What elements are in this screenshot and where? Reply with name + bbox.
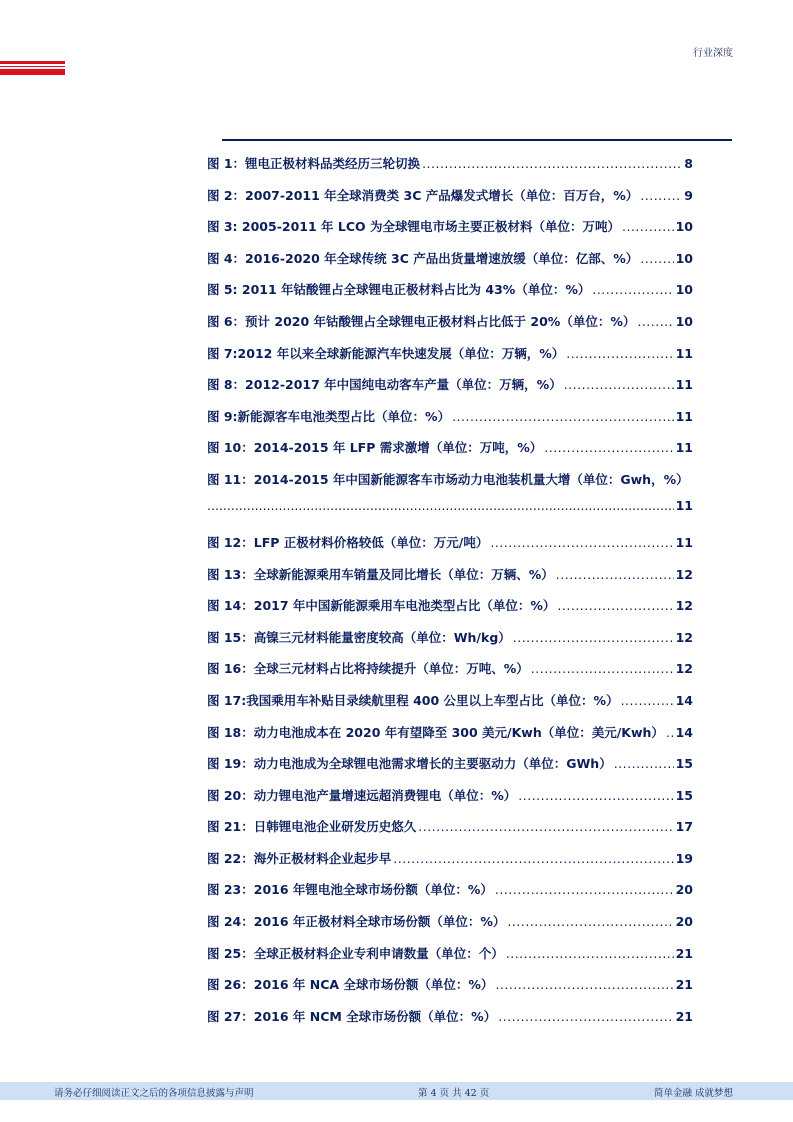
toc-entry-title: 图 6：预计 2020 年钴酸锂占全球锂电正极材料占比低于 20%（单位：%） — [207, 313, 636, 329]
toc-entry-title: 图 15：高镍三元材料能量密度较高（单位：Wh/kg） — [207, 629, 511, 645]
toc-entry-title: 图 2：2007-2011 年全球消费类 3C 产品爆发式增长（单位：百万台，%） — [207, 187, 639, 203]
toc-entry-page: 21 — [675, 977, 693, 993]
toc-leader — [518, 780, 673, 812]
toc-entry-page: 12 — [675, 661, 693, 677]
toc-leader — [513, 622, 674, 654]
toc-entry-title: 图 20：动力锂电池产量增速远超消费锂电（单位：%） — [207, 787, 517, 803]
toc-entry[interactable] — [207, 180, 693, 212]
figure-toc — [207, 148, 693, 1032]
toc-leader — [640, 243, 673, 275]
toc-top-rule — [222, 139, 732, 141]
toc-leader — [621, 685, 674, 717]
toc-leader — [566, 338, 673, 370]
toc-leader — [418, 811, 673, 843]
toc-entry[interactable] — [207, 1001, 693, 1033]
toc-entry-page: 11 — [675, 534, 693, 550]
toc-leader — [498, 1001, 673, 1033]
toc-leader — [531, 653, 674, 685]
toc-entry-page: 10 — [675, 313, 693, 329]
toc-entry-page: 10 — [675, 282, 693, 298]
toc-entry-title: 图 25：全球正极材料企业专利申请数量（单位：个） — [207, 945, 504, 961]
header-red-bar — [0, 61, 65, 64]
toc-entry-title: 图 1：锂电正极材料品类经历三轮切换 — [207, 156, 421, 171]
toc-leader — [592, 274, 673, 306]
toc-leader — [622, 211, 674, 243]
toc-entry[interactable] — [207, 811, 693, 843]
toc-entry[interactable] — [207, 401, 693, 433]
toc-entry-page: 20 — [675, 882, 693, 898]
toc-leader — [564, 369, 674, 401]
toc-entry[interactable] — [207, 780, 693, 812]
toc-entry[interactable] — [207, 685, 693, 717]
toc-entry-page: 12 — [675, 629, 693, 645]
toc-entry[interactable] — [207, 559, 693, 591]
toc-entry[interactable] — [207, 211, 693, 243]
toc-leader — [666, 717, 674, 749]
toc-entry[interactable] — [207, 969, 693, 1001]
toc-entry-page: 20 — [675, 914, 693, 930]
toc-entry-page: 12 — [675, 598, 693, 614]
toc-entry-page: 8 — [684, 156, 693, 171]
toc-entry-title: 图 21：日韩锂电池企业研发历史悠久 — [207, 819, 417, 835]
toc-entry-page: 19 — [675, 850, 693, 866]
toc-entry-title: 图 3: 2005-2011 年 LCO 为全球锂电市场主要正极材料（单位：万吨） — [207, 219, 620, 235]
toc-entry[interactable] — [207, 243, 693, 275]
toc-entry-page: 14 — [675, 692, 693, 708]
toc-entry-title: 图 7:2012 年以来全球新能源汽车快速发展（单位：万辆，%） — [207, 345, 565, 361]
toc-entry[interactable] — [207, 717, 693, 749]
footer-slogan: 简单金融 成就梦想 — [653, 1088, 733, 1099]
toc-leader — [640, 180, 682, 212]
toc-entry-page: 15 — [675, 756, 693, 772]
toc-entry-title: 图 24：2016 年正极材料全球市场份额（单位：%） — [207, 914, 506, 930]
toc-entry-page: 11 — [675, 377, 693, 393]
toc-entry[interactable] — [207, 432, 693, 464]
toc-leader — [495, 969, 673, 1001]
toc-leader — [544, 432, 673, 464]
toc-entry-title: 图 12：LFP 正极材料价格较低（单位：万元/吨） — [207, 534, 489, 550]
toc-entry-page: 21 — [675, 945, 693, 961]
header-red-bar-thin — [0, 66, 65, 67]
toc-entry-title: 图 18：动力电池成本在 2020 年有望降至 300 美元/Kwh（单位：美元/Kwh） — [207, 724, 664, 740]
toc-entry-title: 图 27：2016 年 NCM 全球市场份额（单位：%） — [207, 1008, 497, 1024]
toc-entry-title: 图 5: 2011 年钴酸锂占全球锂电正极材料占比为 43%（单位：%） — [207, 282, 591, 298]
toc-entry-title: 图 19：动力电池成为全球锂电池需求增长的主要驱动力（单位：GWh） — [207, 756, 612, 772]
header-tag: 行业深度 — [693, 48, 733, 59]
toc-entry[interactable] — [207, 590, 693, 622]
toc-leader — [507, 906, 673, 938]
toc-entry-page: 10 — [675, 250, 693, 266]
toc-entry-title: 图 22：海外正极材料企业起步早 — [207, 850, 392, 866]
toc-entry[interactable] — [207, 622, 693, 654]
toc-entry-title: 图 23：2016 年锂电池全球市场份额（单位：%） — [207, 882, 493, 898]
toc-entry-title: 图 16：全球三元材料占比将持续提升（单位：万吨、%） — [207, 661, 529, 677]
toc-leader — [490, 527, 673, 559]
toc-entry-title: 图 13：全球新能源乘用车销量及同比增长（单位：万辆、%） — [207, 566, 554, 582]
toc-entry-page: 11 — [675, 497, 693, 513]
toc-leader — [556, 559, 674, 591]
toc-entry-page: 9 — [684, 187, 693, 203]
toc-entry[interactable] — [207, 464, 693, 527]
toc-entry[interactable] — [207, 527, 693, 559]
toc-entry-page: 21 — [675, 1008, 693, 1024]
toc-entry[interactable] — [207, 748, 693, 780]
toc-entry-title: 图 11：2014-2015 年中国新能源客车市场动力电池装机量大增（单位：Gwh，%） — [207, 471, 689, 487]
toc-entry-title: 图 10：2014-2015 年 LFP 需求激增（单位：万吨，%） — [207, 440, 543, 456]
toc-leader — [506, 938, 674, 970]
toc-entry[interactable] — [207, 906, 693, 938]
toc-leader — [422, 148, 682, 180]
toc-entry-page: 10 — [675, 219, 693, 235]
toc-leader — [637, 306, 673, 338]
toc-entry[interactable] — [207, 274, 693, 306]
toc-entry[interactable] — [207, 843, 693, 875]
toc-entry-title: 图 8：2012-2017 年中国纯电动客车产量（单位：万辆，%） — [207, 377, 562, 393]
toc-entry-page: 11 — [675, 440, 693, 456]
toc-leader — [614, 748, 674, 780]
toc-leader — [207, 496, 674, 528]
toc-entry-page: 15 — [675, 787, 693, 803]
footer-disclaimer: 请务必仔细阅读正文之后的各项信息披露与声明 — [54, 1088, 254, 1099]
toc-entry-title: 图 17:我国乘用车补贴目录续航里程 400 公里以上车型占比（单位：%） — [207, 692, 619, 708]
footer-bar — [0, 1082, 793, 1100]
toc-entry[interactable] — [207, 306, 693, 338]
toc-entry-title: 图 26：2016 年 NCA 全球市场份额（单位：%） — [207, 977, 494, 993]
toc-entry[interactable] — [207, 874, 693, 906]
toc-leader — [452, 401, 674, 433]
toc-leader — [557, 590, 673, 622]
toc-entry-title: 图 4：2016-2020 年全球传统 3C 产品出货量增速放缓（单位：亿部、%） — [207, 250, 639, 266]
toc-entry-page: 17 — [675, 819, 693, 835]
toc-leader — [495, 874, 674, 906]
toc-entry[interactable] — [207, 369, 693, 401]
toc-entry-page: 12 — [675, 566, 693, 582]
toc-entry[interactable] — [207, 938, 693, 970]
toc-entry[interactable] — [207, 338, 693, 370]
toc-entry-title: 图 9:新能源客车电池类型占比（单位：%） — [207, 408, 451, 424]
header-red-bar-thick — [0, 69, 65, 75]
toc-entry[interactable] — [207, 148, 693, 180]
toc-entry-page: 11 — [675, 345, 693, 361]
toc-entry-title: 图 14：2017 年中国新能源乘用车电池类型占比（单位：%） — [207, 598, 556, 614]
toc-entry-page: 14 — [675, 724, 693, 740]
footer-page-info: 第 4 页 共 42 页 — [418, 1088, 490, 1099]
toc-entry[interactable] — [207, 653, 693, 685]
toc-leader — [393, 843, 673, 875]
toc-entry-page: 11 — [675, 408, 693, 424]
